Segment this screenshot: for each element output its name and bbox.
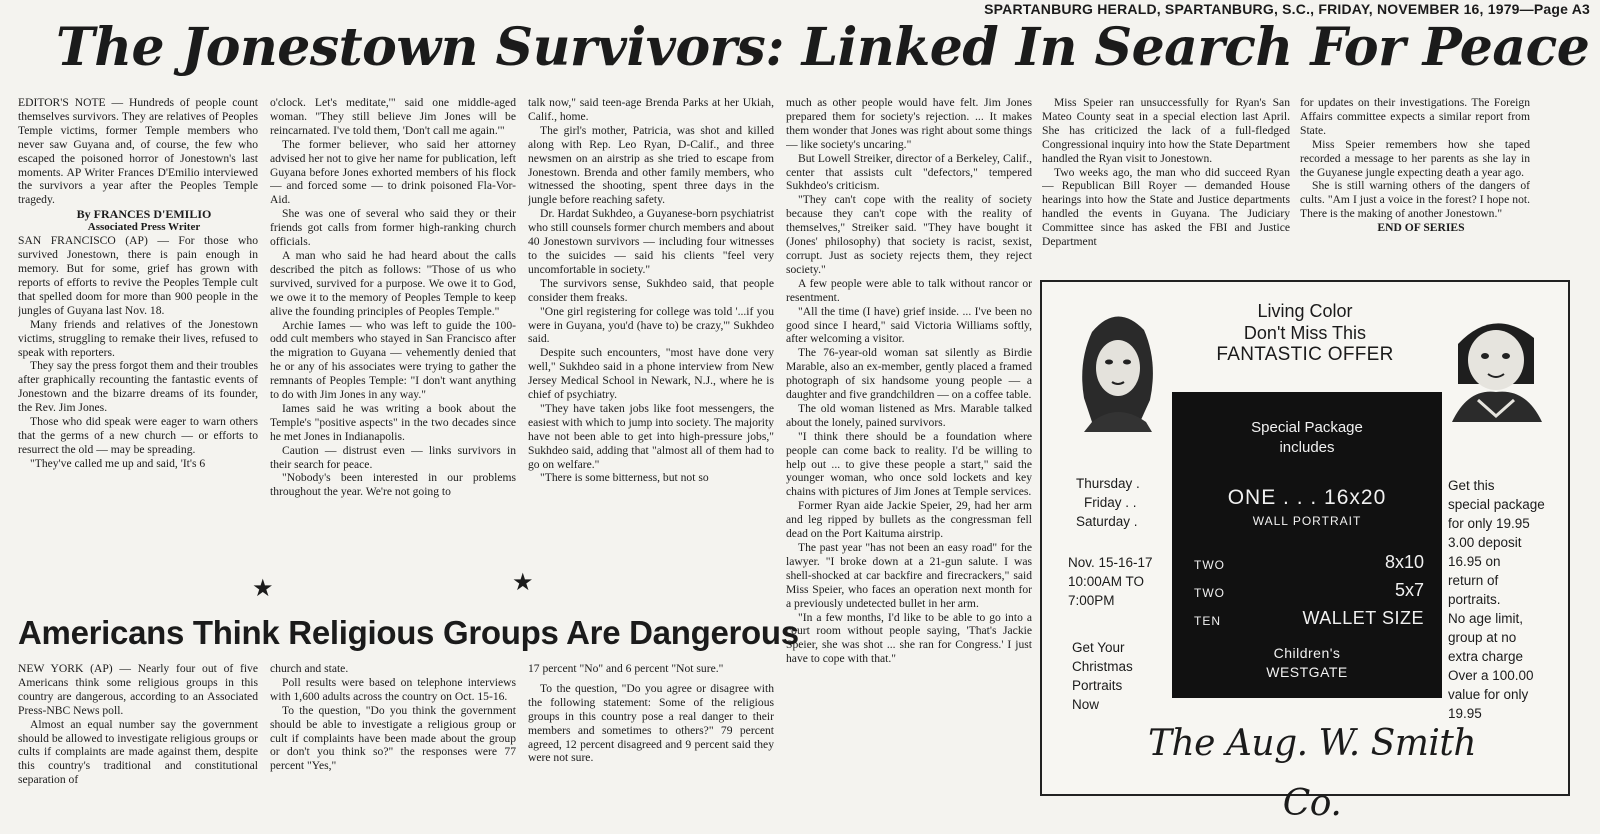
paragraph: They say the press forgot them and their troubles after graphically recounting the fantastic events of Jonestown and the bizarre dreams of its founder, the Rev. Jim Jones. bbox=[18, 359, 258, 415]
location-line-2: WESTGATE bbox=[1266, 664, 1348, 680]
ad-offer-line: value for only bbox=[1448, 687, 1529, 702]
paragraph: "They've called me up and said, 'It's 6 bbox=[30, 456, 206, 470]
package-heading-line-1: Special Package bbox=[1251, 419, 1363, 436]
paragraph: "There is some bitterness, but not so bbox=[540, 471, 709, 485]
ad-day: Saturday . bbox=[1076, 514, 1138, 529]
story2-column-3 bbox=[528, 662, 774, 792]
ad-offer-line: 3.00 deposit bbox=[1448, 535, 1522, 550]
ad-title-line-3: FANTASTIC OFFER bbox=[1216, 344, 1394, 365]
package-row-qty: TWO bbox=[1194, 586, 1225, 600]
paragraph: for updates on their investigations. The Foreign Affairs committee expects a similar report from State. bbox=[1300, 96, 1530, 137]
paragraph: A man who said he had heard about the calls described the pitch as follows: "Those of us who survived, survived for a purpose. We owe it to God, we owe it to the memory of Peoples Temple to keep alive the founding principles of Peoples Temple." bbox=[270, 248, 516, 318]
ad-christmas-note bbox=[1072, 638, 1168, 714]
girl-portrait-photo bbox=[1062, 302, 1172, 432]
paragraph: church and state. bbox=[270, 662, 349, 675]
ad-offer-line: extra charge bbox=[1448, 649, 1524, 664]
story2-column-1 bbox=[18, 662, 258, 792]
package-heading-line-2: includes bbox=[1279, 439, 1335, 456]
paragraph: Iames said he was writing a book about the Temple's "positive aspects" in the two decades since he met Jones in Indianapolis. bbox=[270, 401, 516, 443]
portrait-advertisement bbox=[1040, 280, 1570, 824]
ad-title-line-2: Don't Miss This bbox=[1243, 323, 1367, 343]
ad-day: Thursday . bbox=[1076, 476, 1140, 491]
ad-offer-line: 16.95 on bbox=[1448, 554, 1501, 569]
package-row-size: 5x7 bbox=[1394, 580, 1424, 600]
story2-column-2 bbox=[270, 662, 516, 792]
ad-title bbox=[1192, 300, 1418, 366]
ad-offer-line: for only 19.95 bbox=[1448, 516, 1530, 531]
ad-note-line: Now bbox=[1072, 697, 1100, 712]
ad-schedule bbox=[1068, 474, 1168, 714]
paragraph: Archie Iames — who was left to guide the 100-odd cult members who stayed in San Francisco after the migration to Guyana — vehemently denied that he or any of his associates were trying to gather the remnants of Peoples Temple: "I don't want anything to do with Jim Jones in any way." bbox=[270, 318, 516, 402]
secondary-headline: Americans Think Religious Groups Are Dangerous bbox=[18, 614, 799, 651]
package-main-item: ONE . . . 16x20 bbox=[1227, 486, 1387, 509]
package-row-size: 8x10 bbox=[1384, 552, 1424, 572]
paragraph: The 76-year-old woman sat silently as Birdie Marable, also an ex-member, gently placed a framed photograph of six handsome young people — a daughter and five grandchildren — on a coffee table. bbox=[786, 346, 1032, 402]
paragraph: She was one of several who said they or their friends got calls from former high-ranking church officials. bbox=[270, 207, 516, 249]
ad-time: 7:00PM bbox=[1068, 593, 1115, 608]
ad-note-line: Christmas bbox=[1072, 659, 1133, 674]
paragraph: A few people were able to talk without rancor or resentment. bbox=[786, 276, 1032, 304]
story1-column-6 bbox=[1300, 96, 1530, 272]
story1-column-4 bbox=[786, 96, 1032, 790]
paragraph: Despite such encounters, "most have done very well," Sukhdeo said in a phone interview from New Jersey Medical School in Newark, N.J., where he is chief of psychiatry. bbox=[528, 346, 774, 402]
baby-portrait-photo bbox=[1438, 304, 1550, 422]
editors-note: EDITOR'S NOTE — Hundreds of people count themselves survivors. They are relatives of Peoples Temple victims, former Temple members who never saw Guyana and, of course, the few who escaped the poisoned horror of Jonestown's last moments. AP Writer Frances D'Emilio interviewed the survivors a year after the Peoples Temple tragedy. bbox=[18, 96, 258, 207]
byline-affiliation: Associated Press Writer bbox=[87, 221, 201, 234]
paragraph: The survivors sense, Sukhdeo said, that people consider them freaks. bbox=[528, 276, 774, 304]
package-heading bbox=[1172, 418, 1442, 458]
ad-offer-line: No age limit, bbox=[1448, 611, 1524, 626]
star-ornament-right: ★ bbox=[512, 568, 534, 596]
ad-offer-line: special package bbox=[1448, 497, 1545, 512]
paragraph: Former Ryan aide Jackie Speier, 29, had her arm and leg ripped by bullets as the congressman fell dead on the Port Kaituma airstrip. bbox=[786, 499, 1032, 541]
paragraph: 17 percent "No" and 6 percent "Not sure." bbox=[528, 662, 724, 675]
paragraph: To the question, "Do you agree or disagree with the following statement: Some of the religious groups in this country pose a real danger to their members and sometimes to others?" 79 percent agreed, 12 percent disagreed and 9 percent said they were not sure. bbox=[528, 681, 774, 765]
paragraph: Almost an equal number say the government should be allowed to investigate religious groups or cults if complaints are made against them, despite this country's traditional and constitutional separation of bbox=[18, 717, 258, 787]
package-row-qty: TWO bbox=[1194, 558, 1225, 572]
byline: By FRANCES D'EMILIO bbox=[76, 207, 212, 222]
paragraph: She is still warning others of the dangers of cults. "Am I just a voice in the forest? I hope not. There is the making of another Jonestown." bbox=[1300, 179, 1530, 221]
ad-offer bbox=[1428, 476, 1568, 723]
main-headline: The Jonestown Survivors: Linked In Search For Peace bbox=[56, 17, 1590, 78]
paragraph: "I think there should be a foundation where people can come back to reality. I'd be willing to help out ... to give these people a start," said the younger woman, who once sold lockets and key chains with pictures of Jim Jones at Temple services. bbox=[786, 429, 1032, 499]
paragraph: To the question, "Do you think the government should be able to investigate a religious group or cult if complaints have been made about the group or don't you think so?" the responses were 77 percent "Yes," bbox=[270, 703, 516, 773]
story1-column-1 bbox=[18, 96, 258, 574]
paragraph: The girl's mother, Patricia, was shot and killed along with Rep. Leo Ryan, D-Calif., and three newsmen on an airstrip as she tried to escape from Jonestown. Brenda and other family members, who witnessed the shooting, spent three days in the jungle before reaching safety. bbox=[528, 123, 774, 207]
paragraph: The former believer, who said her attorney advised her not to give her name for publication, left Guyana before Jones exhorted members of his flock — and forced some — to drink poisoned Fla-Vor-Aid. bbox=[270, 137, 516, 207]
paragraph: Dr. Hardat Sukhdeo, a Guyanese-born psychiatrist who still counsels former church members and about 40 Jonestown survivors — including four witnesses to the suicides — said his clients "feel very uncomfortable in society." bbox=[528, 207, 774, 276]
paragraph: Miss Speier ran unsuccessfully for Ryan's San Mateo County seat in a special election last April. She has criticized the lack of a full-fledged Congressional inquiry into how the State Department handled the Ryan visit to Jonestown. bbox=[1042, 96, 1290, 165]
paragraph: o'clock. Let's meditate,'" said one middle-aged woman. "They still believe Jim Jones will be reincarnated. I've told them, 'Don't call me again.'" bbox=[270, 96, 516, 137]
ad-offer-line: Get this bbox=[1448, 478, 1495, 493]
package-box bbox=[1172, 392, 1442, 698]
paragraph: The old woman listened as Mrs. Marable talked about the lonely, pained survivors. bbox=[786, 401, 1032, 429]
story1-column-3 bbox=[528, 96, 774, 574]
story1-column-5 bbox=[1042, 96, 1290, 272]
paragraph: much as other people would have felt. Jim Jones prepared them for society's rejection. ... It makes them wonder that Jones was right about some things — like society's uncaring." bbox=[786, 96, 1032, 151]
dateline: SPARTANBURG HERALD, SPARTANBURG, S.C., FRIDAY, NOVEMBER 16, 1979—Page A3 bbox=[984, 1, 1590, 17]
advertiser-signature: The Aug. W. Smith Co. bbox=[1147, 723, 1477, 824]
paragraph: Miss Speier remembers how she taped recorded a message to her parents as she lay in the Guyanese jungle expecting death a year ago. bbox=[1300, 137, 1530, 179]
ad-note-line: Portraits bbox=[1072, 678, 1123, 693]
paragraph: Many friends and relatives of the Jonestown victims, struggling to remake their lives, refused to speak with reporters. bbox=[18, 317, 258, 359]
ad-title-line-1: Living Color bbox=[1257, 301, 1353, 321]
paragraph: But Lowell Streiker, director of a Berkeley, Calif., center that assists cult "defectors," tempered Sukhdeo's criticism. bbox=[786, 151, 1032, 193]
paragraph: Poll results were based on telephone interviews with 1,600 adults across the country on Oct. 15-16. bbox=[270, 675, 516, 703]
paragraph: Two weeks ago, the man who did succeed Ryan — Republican Bill Royer — demanded House hearings into how the State and Justice departments handled the events in Guyana. The Judiciary Committee since has asked the FBI and Justice Department bbox=[1042, 165, 1290, 249]
ad-times bbox=[1068, 553, 1168, 610]
ad-day: Friday . . bbox=[1084, 495, 1137, 510]
paragraph: "They have taken jobs like foot messengers, the easiest with which to jump into society. The majority have not been able to get into high-pressure jobs," Sukhdeo said, adding that "almost all of them had to go on welfare." bbox=[528, 401, 774, 471]
ad-offer-line: portraits. bbox=[1448, 592, 1501, 607]
package-main-item-label: WALL PORTRAIT bbox=[1252, 514, 1362, 528]
paragraph: Caution — distrust even — links survivors in their search for peace. bbox=[270, 443, 516, 471]
paragraph: talk now," said teen-age Brenda Parks at her Ukiah, Calif., home. bbox=[528, 96, 774, 123]
package-location bbox=[1172, 644, 1442, 682]
star-ornament-left: ★ bbox=[252, 574, 274, 602]
end-of-series: END OF SERIES bbox=[1377, 221, 1465, 235]
paragraph: NEW YORK (AP) — Nearly four out of five Americans think some religious groups in this country are dangerous, according to an Associated Press-NBC News poll. bbox=[18, 662, 258, 717]
paragraph: "One girl registering for college was told '...if you were in Guyana, you'd (have to) be crazy,'" Sukhdeo said. bbox=[528, 304, 774, 346]
package-row-qty: TEN bbox=[1194, 614, 1221, 628]
ad-offer-line: 19.95 bbox=[1448, 706, 1482, 721]
package-row-size: WALLET SIZE bbox=[1302, 608, 1424, 628]
paragraph: Those who did speak were eager to warn others that the germs of a new church — or efforts to resurrect the old — may be spreading. bbox=[18, 415, 258, 456]
location-line-1: Children's bbox=[1273, 645, 1341, 661]
paragraph: "In a few months, I'd like to be able to go into a court room without people saying, 'That's Jackie Speier, she was shot ... she ran for Congress.' I just have to cope with that." bbox=[786, 610, 1032, 666]
ad-days bbox=[1076, 474, 1168, 531]
ad-note-line: Get Your bbox=[1072, 640, 1125, 655]
ad-offer-line: Over a 100.00 bbox=[1448, 668, 1534, 683]
paragraph: SAN FRANCISCO (AP) — For those who survived Jonestown, there is pain enough in memory. But for some, grief has grown with reports of efforts to revive the Peoples Temple cult that spelled doom for more than 900 people in the jungles of Guyana last Nov. 18. bbox=[18, 234, 258, 317]
paragraph: The past year "has not been an easy road" for the lawyer. "I broke down at a 21-gun salute. I was shell-shocked at car backfire and firecrackers," said Miss Speier, who faces an operation next month for a previously undetected bullet in her arm. bbox=[786, 541, 1032, 610]
ad-time: 10:00AM TO bbox=[1068, 574, 1145, 589]
ad-offer-line: return of bbox=[1448, 573, 1499, 588]
ad-time: Nov. 15-16-17 bbox=[1068, 555, 1153, 570]
ad-offer-line: group at no bbox=[1448, 630, 1517, 645]
paragraph: "They can't cope with the reality of society because they can't cope with the reality of themselves," Streiker said. "They have bought it (Jones' philosophy) that society is racist, sexist, corrupt. Just as society rejects them, they reject society." bbox=[786, 193, 1032, 276]
story1-column-2 bbox=[270, 96, 516, 574]
paragraph: "All the time (I have) grief inside. ... I've been no good since I heard," said Victoria Williams softly, after welcoming a visitor. bbox=[786, 304, 1032, 346]
paragraph: "Nobody's been interested in our problems throughout the year. We're not going to bbox=[270, 471, 516, 499]
